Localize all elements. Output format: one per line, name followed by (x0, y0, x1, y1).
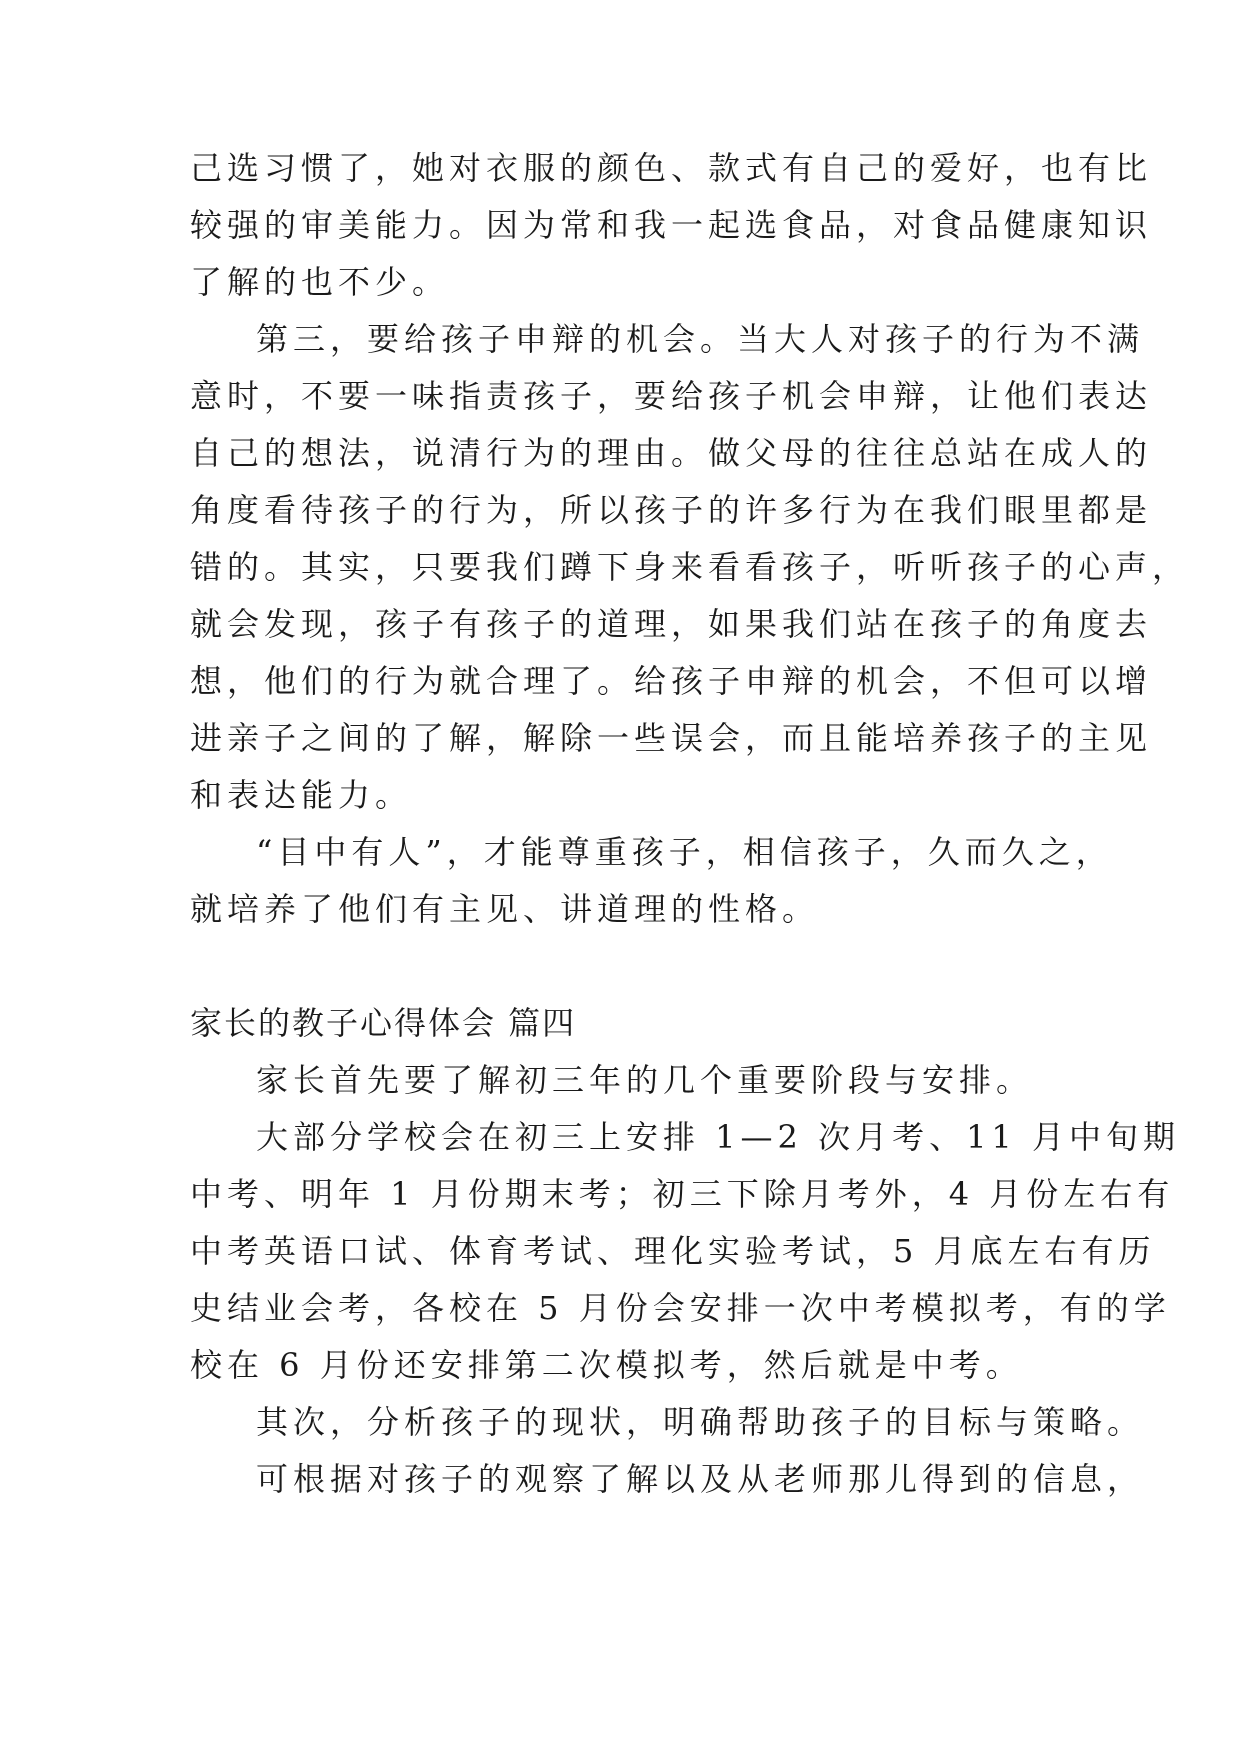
body-text-line: 就会发现，孩子有孩子的道理，如果我们站在孩子的角度去 (190, 605, 1153, 643)
body-text-line: 可根据对孩子的观察了解以及从老师那儿得到的信息， (256, 1460, 1145, 1498)
body-text-line: 史结业会考，各校在 5 月份会安排一次中考模拟考，有的学 (190, 1289, 1171, 1327)
body-text-line: 较强的审美能力。因为常和我一起选食品，对食品健康知识 (190, 206, 1153, 244)
body-text-line: 就培养了他们有主见、讲道理的性格。 (190, 890, 820, 928)
section-heading: 家长的教子心得体会 篇四 (190, 1004, 577, 1042)
body-text-line: 角度看待孩子的行为，所以孩子的许多行为在我们眼里都是 (190, 491, 1153, 529)
body-text-line: 错的。其实，只要我们蹲下身来看看孩子，听听孩子的心声， (190, 548, 1190, 586)
body-text-line: 自己的想法，说清行为的理由。做父母的往往总站在成人的 (190, 434, 1153, 472)
body-text-line: 了解的也不少。 (190, 263, 450, 301)
body-text-line: 己选习惯了，她对衣服的颜色、款式有自己的爱好，也有比 (190, 149, 1153, 187)
body-text-line: 进亲子之间的了解，解除一些误会，而且能培养孩子的主见 (190, 719, 1153, 757)
body-text-line: 第三，要给孩子申辩的机会。当大人对孩子的行为不满 (256, 320, 1145, 358)
body-text-line: 中考、明年 1 月份期末考；初三下除月考外，4 月份左右有 (190, 1175, 1175, 1213)
body-text-line: 意时，不要一味指责孩子，要给孩子机会申辩，让他们表达 (190, 377, 1153, 415)
body-text-line: 想，他们的行为就合理了。给孩子申辩的机会，不但可以增 (190, 662, 1153, 700)
body-text-line: 大部分学校会在初三上安排 1—2 次月考、11 月中旬期 (256, 1118, 1180, 1156)
body-text-line: 其次，分析孩子的现状，明确帮助孩子的目标与策略。 (256, 1403, 1145, 1441)
body-text-line: 中考英语口试、体育考试、理化实验考试，5 月底左右有历 (190, 1232, 1156, 1270)
body-text-line: “目中有人”，才能尊重孩子，相信孩子，久而久之， (256, 833, 1113, 871)
body-text-line: 校在 6 月份还安排第二次模拟考，然后就是中考。 (190, 1346, 1023, 1384)
body-text-line: 和表达能力。 (190, 776, 413, 814)
body-text-line: 家长首先要了解初三年的几个重要阶段与安排。 (256, 1061, 1034, 1099)
